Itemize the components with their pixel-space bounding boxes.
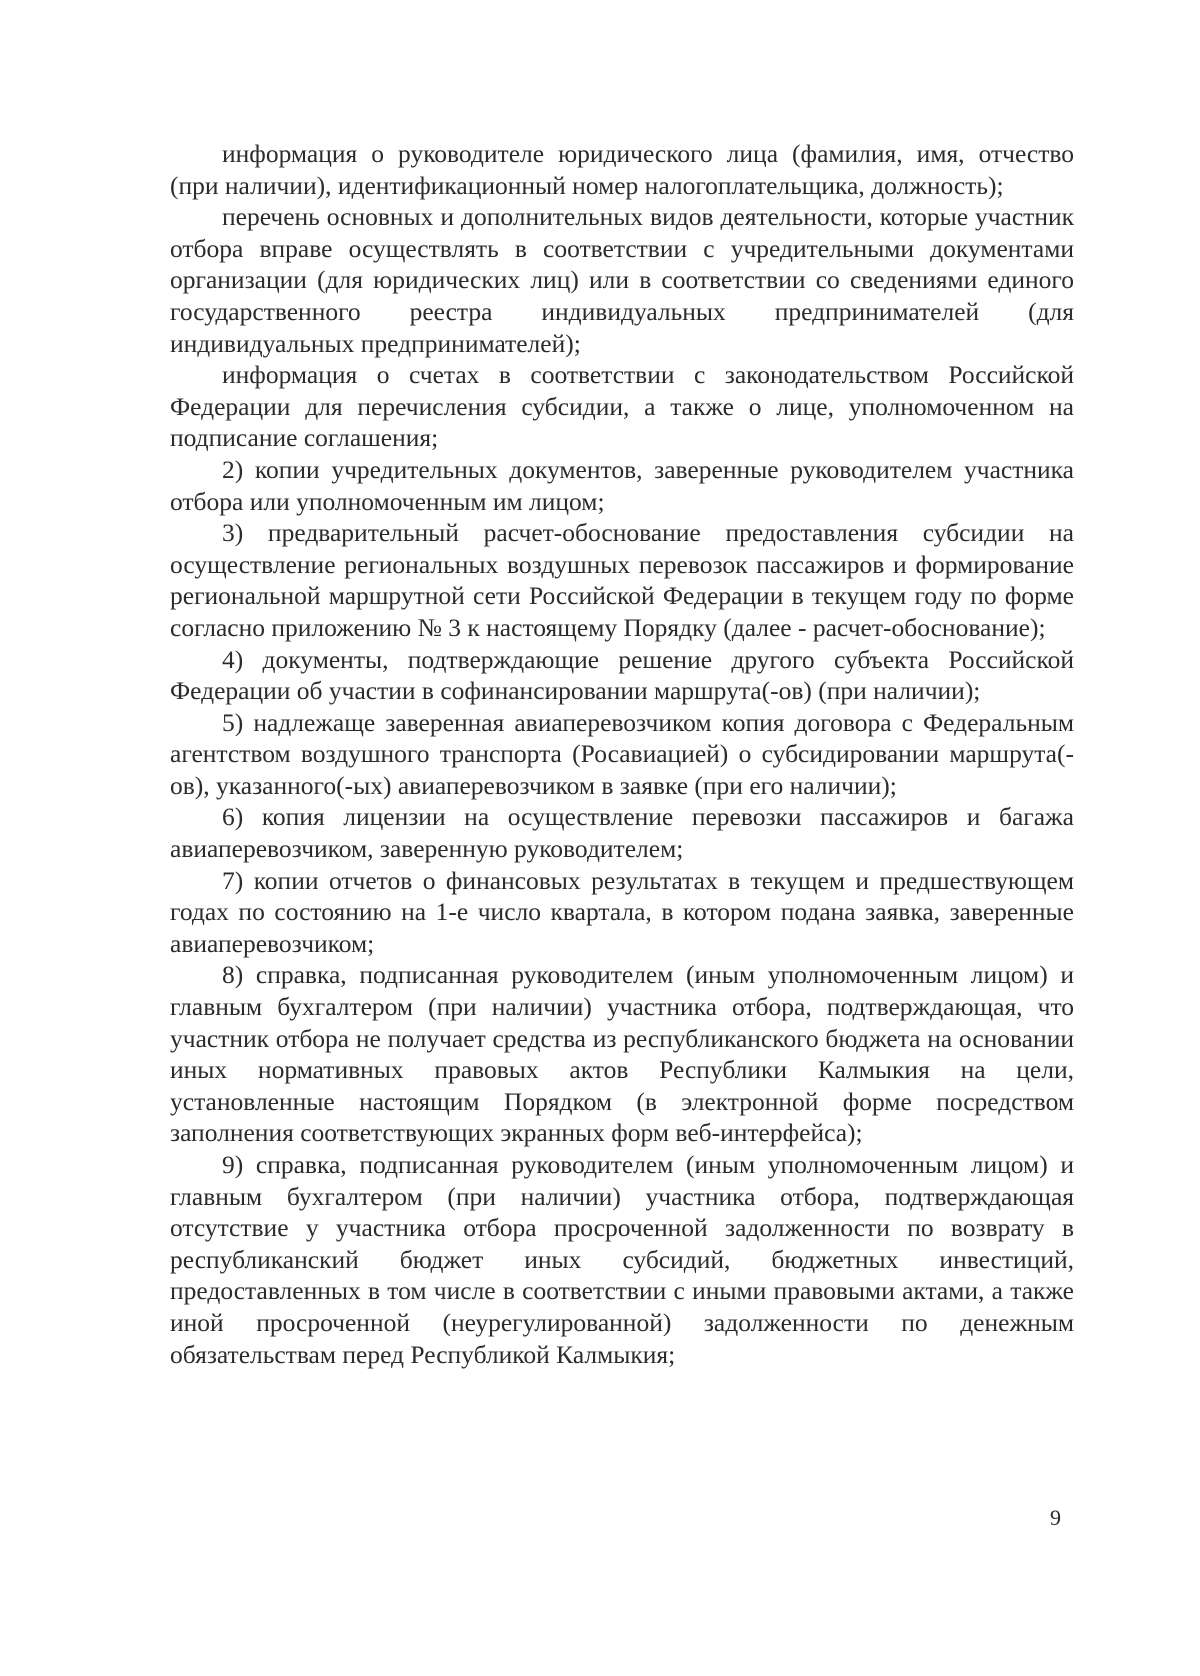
- paragraph-activities-list: перечень основных и дополнительных видов деятельности, которые участник отбора вправе осуществлять в соответствии с учредительными документами организации (для юридических лиц) или в соответствии со сведениями единого государственного реестра индивидуальных предпринимателей (для индивидуальных предпринимателей);: [170, 202, 1074, 358]
- list-item-5: 5) надлежаще заверенная авиаперевозчиком копия договора с Федеральным агентством воздушного транспорта (Росавиацией) о субсидировании маршрута(-ов), указанного(-ых) авиаперевозчиком в заявке (при его наличии);: [170, 707, 1074, 800]
- list-item-2: 2) копии учредительных документов, заверенные руководителем участника отбора или уполномоченным им лицом;: [170, 454, 1074, 516]
- list-item-7: 7) копии отчетов о финансовых результатах в текущем и предшествующем годах по состоянию на 1-е число квартала, в котором подана заявка, заверенные авиаперевозчиком;: [170, 865, 1074, 958]
- paragraph-head-info: информация о руководителе юридического лица (фамилия, имя, отчество (при наличии), идентификационный номер налогоплательщика, должность);: [170, 139, 1074, 200]
- body-text: [170, 138, 1074, 1370]
- paragraph-accounts-info: информация о счетах в соответствии с законодательством Российской Федерации для перечисления субсидии, а также о лице, уполномоченном на подписание соглашения;: [170, 360, 1074, 453]
- page-number: 9: [1050, 1505, 1061, 1530]
- list-item-6: 6) копия лицензии на осуществление перевозки пассажиров и багажа авиаперевозчиком, заверенную руководителем;: [170, 802, 1074, 864]
- list-item-4: 4) документы, подтверждающие решение другого субъекта Российской Федерации об участии в софинансировании маршрута(-ов) (при наличии);: [170, 644, 1074, 706]
- list-item-9: 9) справка, подписанная руководителем (иным уполномоченным лицом) и главным бухгалтером (при наличии) участника отбора, подтверждающая отсутствие у участника отбора просроченной задолженности по возврату в республиканский бюджет иных субсидий, бюджетных инвестиций, предоставленных в том числе в соответствии с иными правовыми актами, а также иной просроченной (неурегулированной) задолженности по денежным обязательствам перед Республикой Калмыкия;: [170, 1150, 1074, 1369]
- list-item-8: 8) справка, подписанная руководителем (иным уполномоченным лицом) и главным бухгалтером (при наличии) участника отбора, подтверждающая, что участник отбора не получает средства из республиканского бюджета на основании иных нормативных правовых актов Республики Калмыкия на цели, установленные настоящим Порядком (в электронной форме посредством заполнения соответствующих экранных форм веб-интерфейса);: [170, 960, 1074, 1148]
- list-item-3: 3) предварительный расчет-обоснование предоставления субсидии на осуществление региональных воздушных перевозок пассажиров и формирование региональной маршрутной сети Российской Федерации в текущем году по форме согласно приложению № 3 к настоящему Порядку (далее - расчет-обоснование);: [170, 518, 1074, 642]
